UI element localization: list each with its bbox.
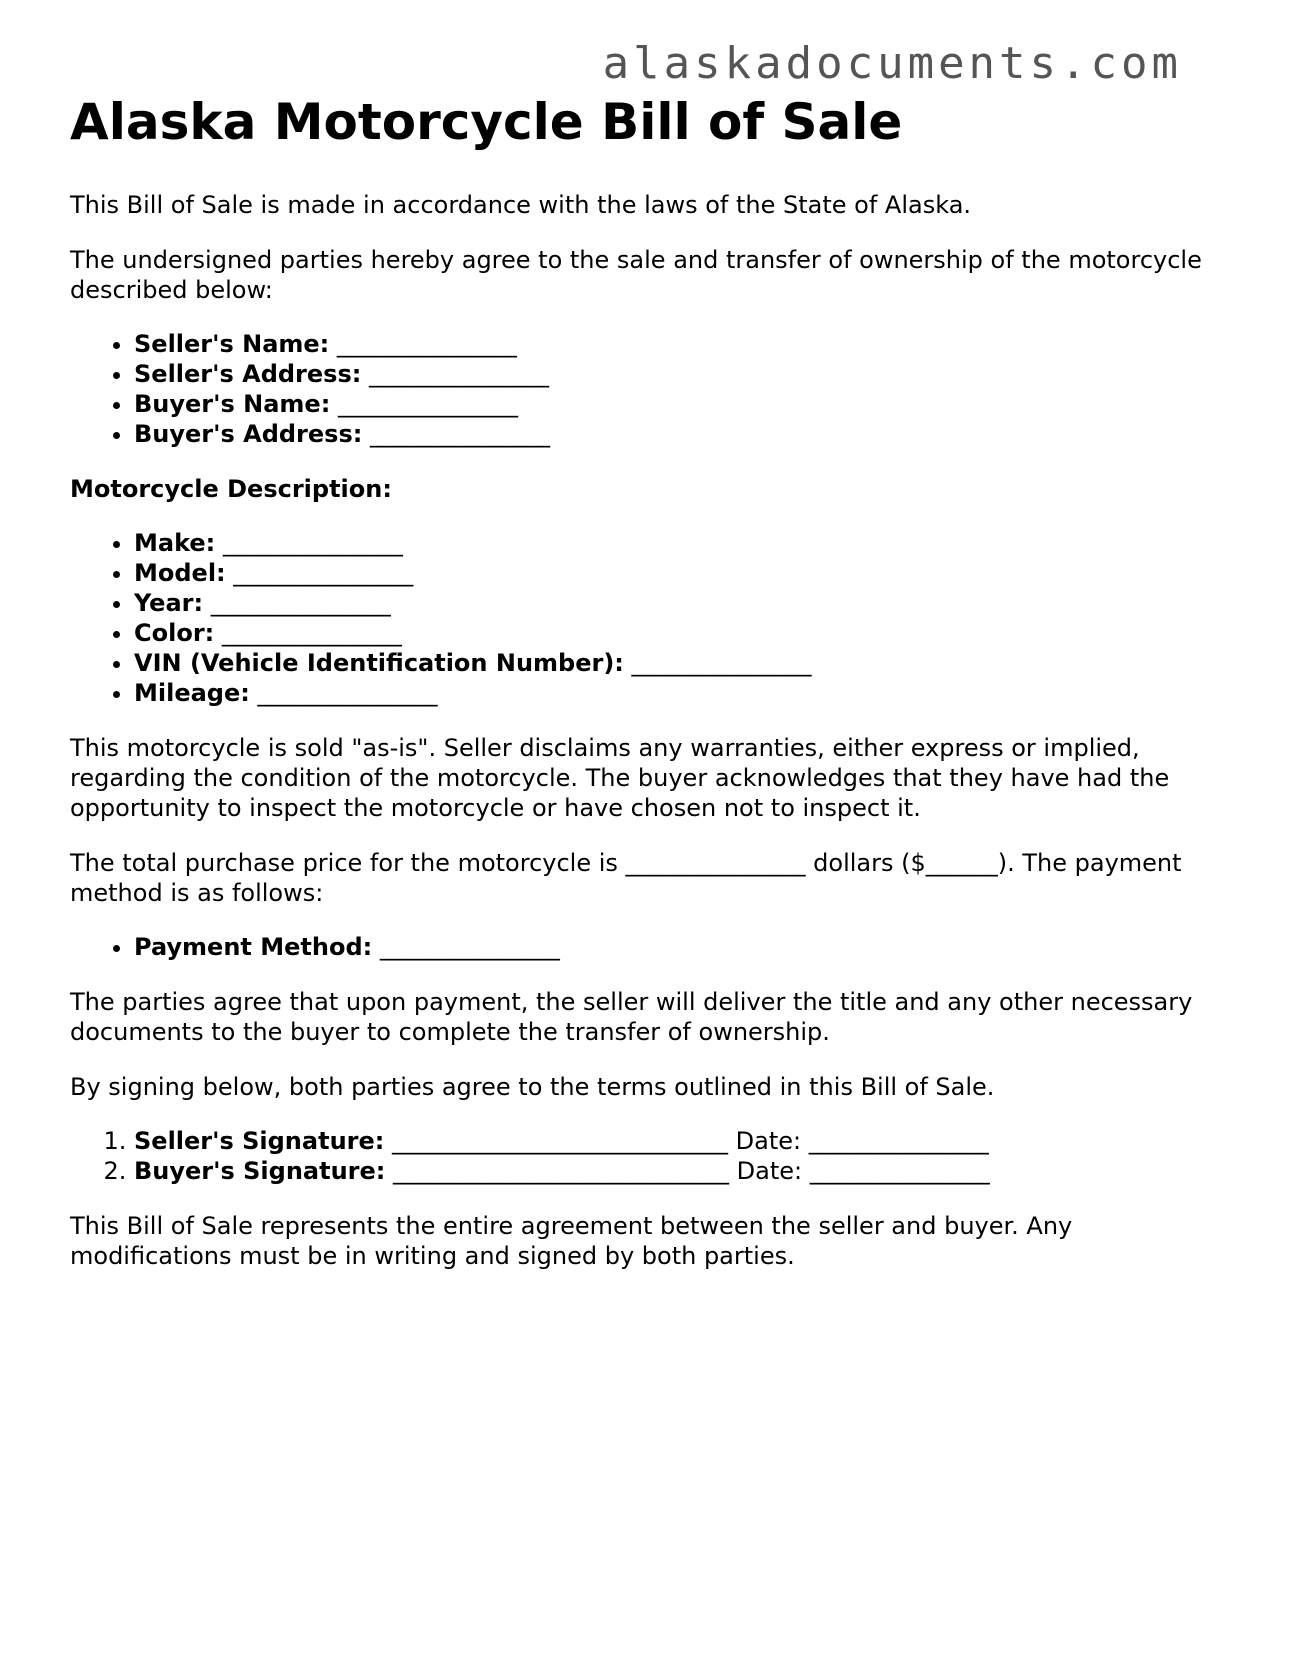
field-label: VIN (Vehicle Identification Number):	[134, 649, 624, 677]
field-label: Mileage:	[134, 679, 250, 707]
fill-blank: _______________	[809, 1157, 990, 1185]
fill-blank: _______________	[233, 559, 414, 587]
list-item	[134, 329, 1210, 359]
fill-blank: _______________	[337, 390, 518, 418]
field-label: Seller's Signature:	[134, 1127, 385, 1155]
list-item	[134, 618, 1210, 648]
watermark: alaskadocuments.com	[602, 38, 1182, 89]
field-label: Buyer's Name:	[134, 390, 331, 418]
list-item	[134, 648, 1210, 678]
delivery-paragraph: The parties agree that upon payment, the seller will deliver the title and any other necessary documents to the buyer to complete the transfer of ownership.	[70, 988, 1193, 1046]
list-item	[134, 558, 1210, 588]
price-paragraph: The total purchase price for the motorcycle is _______________ dollars ($______). The payment method is as follows:	[70, 849, 1182, 907]
fill-blank: _______________	[368, 360, 549, 388]
fill-blank: _______________	[379, 933, 560, 961]
fill-blank: _______________	[210, 589, 391, 617]
closing-paragraph: This Bill of Sale represents the entire agreement between the seller and buyer. Any modifications must be in writing and signed by both parties.	[70, 1212, 1073, 1270]
field-label: Seller's Name:	[134, 330, 330, 358]
intro-paragraph: This Bill of Sale is made in accordance with the laws of the State of Alaska.	[70, 191, 972, 219]
fill-blank: _______________	[808, 1127, 989, 1155]
list-item	[134, 1156, 1210, 1186]
field-label: Buyer's Address:	[134, 420, 363, 448]
list-item	[134, 588, 1210, 618]
list-item	[134, 419, 1210, 449]
fill-blank: _______________	[221, 619, 402, 647]
description-list	[70, 528, 1210, 708]
fill-blank: _______________	[631, 649, 812, 677]
date-label: Date:	[735, 1127, 802, 1155]
fill-blank: _______________	[336, 330, 517, 358]
agreement-paragraph: The undersigned parties hereby agree to the sale and transfer of ownership of the motorcycle described below:	[70, 246, 1202, 304]
list-item	[134, 678, 1210, 708]
field-label: Payment Method:	[134, 933, 373, 961]
list-item	[134, 528, 1210, 558]
as-is-paragraph: This motorcycle is sold "as-is". Seller disclaims any warranties, either express or implied, regarding the condition of the motorcycle. The buyer acknowledges that they have had the opportunity to inspect the motorcycle or have chosen not to inspect it.	[70, 734, 1170, 822]
date-label: Date:	[736, 1157, 803, 1185]
fill-blank: ____________________________	[392, 1127, 728, 1155]
signature-list	[70, 1126, 1210, 1186]
field-label: Make:	[134, 529, 216, 557]
field-label: Buyer's Signature:	[134, 1157, 386, 1185]
list-item	[134, 1126, 1210, 1156]
field-label: Year:	[134, 589, 204, 617]
list-item	[134, 932, 1210, 962]
document-body	[70, 92, 1210, 1271]
list-item	[134, 389, 1210, 419]
fill-blank: _______________	[222, 529, 403, 557]
fill-blank: _______________	[369, 420, 550, 448]
fill-blank: ____________________________	[393, 1157, 730, 1185]
parties-list	[70, 329, 1210, 449]
document-title: Alaska Motorcycle Bill of Sale	[70, 93, 903, 151]
fill-blank: _______________	[257, 679, 438, 707]
payment-list	[70, 932, 1210, 962]
field-label: Model:	[134, 559, 226, 587]
field-label: Seller's Address:	[134, 360, 362, 388]
field-label: Color:	[134, 619, 215, 647]
signing-paragraph: By signing below, both parties agree to the terms outlined in this Bill of Sale.	[70, 1073, 995, 1101]
description-heading: Motorcycle Description:	[70, 475, 392, 503]
list-item	[134, 359, 1210, 389]
